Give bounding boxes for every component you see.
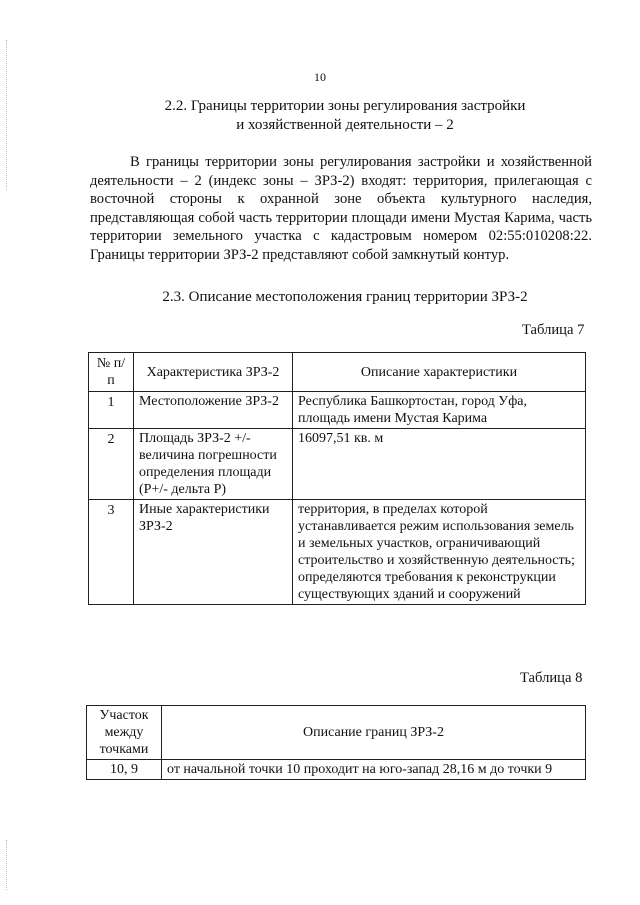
header-num: № п/п xyxy=(89,353,134,392)
table-row xyxy=(89,500,586,605)
table-row xyxy=(89,392,586,429)
header-description: Описание характеристики xyxy=(293,353,586,392)
cell-description: Республика Башкортостан, город Уфа, площадь имени Мустая Карима xyxy=(293,392,586,429)
table-8 xyxy=(86,705,586,780)
table-7 xyxy=(88,352,586,605)
cell-num: 3 xyxy=(89,500,134,605)
cell-boundary-description: от начальной точки 10 проходит на юго-запад 28,16 м до точки 9 xyxy=(162,760,586,780)
heading-line: и хозяйственной деятельности – 2 xyxy=(236,117,454,133)
section-heading-2-2 xyxy=(100,97,590,135)
table-row xyxy=(87,760,586,780)
cell-description: 16097,51 кв. м xyxy=(293,429,586,500)
heading-line: 2.2. Границы территории зоны регулирования застройки xyxy=(164,98,526,114)
table-8-caption: Таблица 8 xyxy=(520,670,583,686)
scan-margin-mark xyxy=(6,40,7,190)
header-segment: Участок между точками xyxy=(87,706,162,760)
section-heading-2-3: 2.3. Описание местоположения границ территории ЗРЗ-2 xyxy=(162,289,528,305)
table-7-caption: Таблица 7 xyxy=(522,322,585,338)
cell-num: 1 xyxy=(89,392,134,429)
cell-characteristic: Местоположение ЗРЗ-2 xyxy=(134,392,293,429)
header-characteristic: Характеристика ЗРЗ-2 xyxy=(134,353,293,392)
table-row xyxy=(89,429,586,500)
table-header-row xyxy=(87,706,586,760)
cell-description: территория, в пределах которой устанавливается режим использования земель и земельных участков, ограничивающий строительство и хозяйственную деятельность; определяются требования к реконструкции существующих зданий и сооружений xyxy=(293,500,586,605)
page-number: 10 xyxy=(314,70,326,84)
body-paragraph: В границы территории зоны регулирования застройки и хозяйственной деятельности – 2 (индекс зоны – ЗРЗ-2) входят: территория, прилегающая с восточной стороны к охранной зоне объекта культурного наследия, представляющая собой часть территории площади имени Мустая Карима, часть территории земельного участка с кадастровым номером 02:55:010208:22. Границы территории ЗРЗ-2 представляют собой замкнутый контур. xyxy=(90,154,592,263)
scan-margin-mark xyxy=(6,840,7,890)
cell-characteristic: Иные характеристики ЗРЗ-2 xyxy=(134,500,293,605)
cell-segment: 10, 9 xyxy=(87,760,162,780)
header-boundary-description: Описание границ ЗРЗ-2 xyxy=(162,706,586,760)
cell-characteristic: Площадь ЗРЗ-2 +/- величина погрешности определения площади (P+/- дельта P) xyxy=(134,429,293,500)
table-header-row xyxy=(89,353,586,392)
cell-num: 2 xyxy=(89,429,134,500)
